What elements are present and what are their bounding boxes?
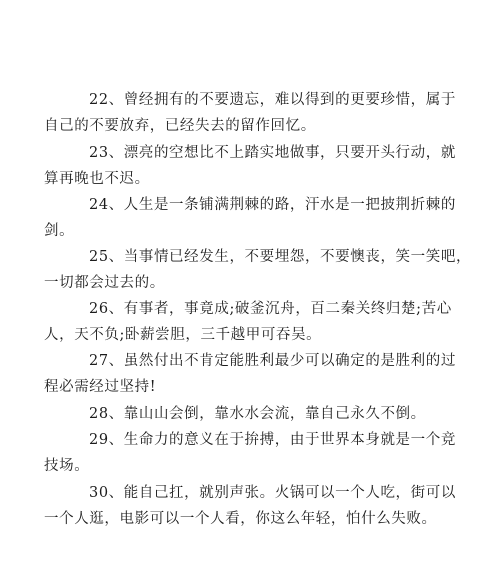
quote-25: [44, 244, 472, 296]
quote-24-line-1: 24、人生是一条铺满荆棘的路，汗水是一把披荆折棘的: [89, 197, 456, 213]
quote-24: [44, 192, 454, 244]
quote-24-line-2: 剑。: [44, 223, 75, 239]
quote-27-line-2: 程必需经过坚持!: [44, 379, 157, 395]
quote-30-line-2: 一个人逛，电影可以一个人看，你这么年轻，怕什么失败。: [44, 511, 437, 527]
quote-27: [44, 348, 454, 400]
quote-29: [44, 427, 454, 479]
quote-25-line-2: 一切都会过去的。: [44, 275, 165, 291]
quote-23-line-1: 23、漂亮的空想比不上踏实地做事，只要开头行动，就: [89, 145, 456, 161]
quote-30: [44, 480, 454, 532]
quote-23: [44, 140, 454, 192]
quote-27-line-1: 27、虽然付出不肯定能胜利最少可以确定的是胜利的过: [89, 353, 456, 369]
quote-29-line-2: 技场。: [44, 458, 90, 474]
quote-26-line-2: 人，天不负;卧薪尝胆，三千越甲可吞吴。: [44, 327, 322, 343]
quote-26-line-1: 26、有事者，事竟成;破釜沉舟，百二秦关终归楚;苦心: [89, 301, 452, 317]
quote-26: [44, 296, 454, 348]
quote-22-line-2: 自己的不要放弃，已经失去的留作回忆。: [44, 118, 316, 134]
quote-22: [44, 87, 454, 139]
quote-30-line-1: 30、能自己扛，就别声张。火锅可以一个人吃，街可以: [89, 485, 456, 501]
quote-23-line-2: 算再晚也不迟。: [44, 171, 150, 187]
quote-22-line-1: 22、曾经拥有的不要遗忘，难以得到的更要珍惜，属于: [89, 92, 456, 108]
quote-25-line-1: 25、当事情已经发生，不要埋怨，不要懊丧，笑一笑吧，: [89, 249, 472, 265]
quote-28-line-1: 28、靠山山会倒，靠水水会流，靠自己永久不倒。: [89, 406, 426, 422]
quote-29-line-1: 29、生命力的意义在于拚搏，由于世界本身就是一个竞: [89, 432, 456, 448]
quote-28: [44, 401, 454, 427]
